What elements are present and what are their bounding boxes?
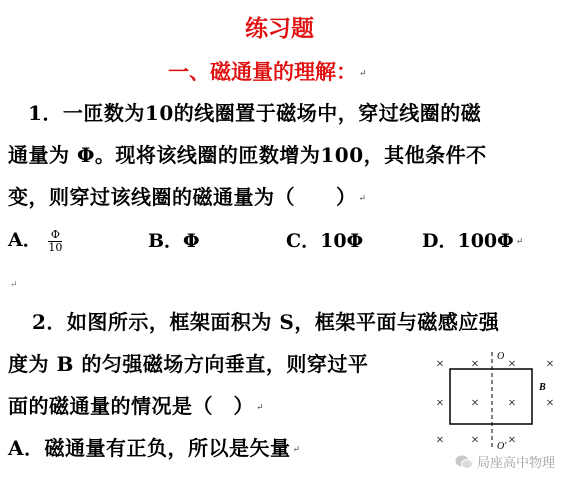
q1-line-2: 通量为 Φ。现将该线圈的匝数增为100，其他条件不 [8, 143, 487, 167]
fraction-denominator: 10 [48, 240, 63, 254]
section-heading [168, 56, 367, 86]
fraction-numerator: Φ [48, 229, 62, 242]
field-cross: × [508, 433, 516, 448]
axis-label-top: O [497, 351, 505, 362]
watermark [455, 452, 555, 471]
q1-option-a-label: A． [8, 229, 42, 251]
field-cross: × [471, 357, 479, 372]
page-title: 练习题 [245, 15, 314, 42]
return-mark: ↵ [10, 279, 18, 290]
q1-option-c: C．10Φ [286, 230, 364, 252]
q1-option-d [422, 226, 523, 253]
q1-line-3 [8, 181, 367, 210]
field-cross: × [508, 357, 516, 372]
q2-line-2: 度为 B 的匀强磁场方向垂直，则穿过平 [8, 352, 369, 376]
wechat-icon [455, 454, 473, 470]
q2-option-a [8, 432, 301, 461]
q1-option-b: B．Φ [148, 230, 200, 252]
field-cross: × [436, 396, 444, 411]
return-mark: ↵ [358, 193, 367, 204]
return-mark: ↵ [256, 402, 265, 413]
q2-line-3-text: 面的磁通量的情况是（ ） [8, 394, 254, 418]
q2-line-1: 2．如图所示，框架面积为 S，框架平面与磁感应强 [32, 310, 500, 334]
return-mark: ↵ [359, 68, 367, 79]
section-heading-text: 一、磁通量的理解： [168, 59, 357, 84]
axis-label-bottom: O' [497, 441, 507, 452]
frame-rectangle [450, 369, 532, 424]
return-mark: ↵ [515, 237, 524, 247]
field-cross: × [508, 396, 516, 411]
field-label-b: B [539, 382, 546, 393]
q2-option-a-text: A．磁通量有正负，所以是矢量 [8, 436, 291, 460]
field-cross: × [436, 433, 444, 448]
q1-line-1: 1．一匝数为10的线圈置于磁场中，穿过线圈的磁 [28, 101, 482, 125]
magnetic-field-frame-figure [428, 346, 564, 454]
q1-option-a [8, 225, 62, 254]
field-crosses [436, 357, 554, 448]
field-cross: × [436, 357, 444, 372]
q1-option-d-text: D．100Φ [422, 230, 514, 252]
watermark-text: 局座高中物理 [477, 456, 556, 471]
field-cross: × [471, 396, 479, 411]
q2-line-3 [8, 390, 264, 419]
q1-line-3-text: 变，则穿过该线圈的磁通量为（ ） [8, 185, 357, 209]
empty-paragraph [8, 274, 18, 293]
q1-option-a-fraction [48, 229, 62, 254]
field-cross: × [546, 357, 554, 372]
field-cross: × [546, 396, 554, 411]
return-mark: ↵ [292, 444, 301, 455]
field-cross: × [471, 433, 479, 448]
